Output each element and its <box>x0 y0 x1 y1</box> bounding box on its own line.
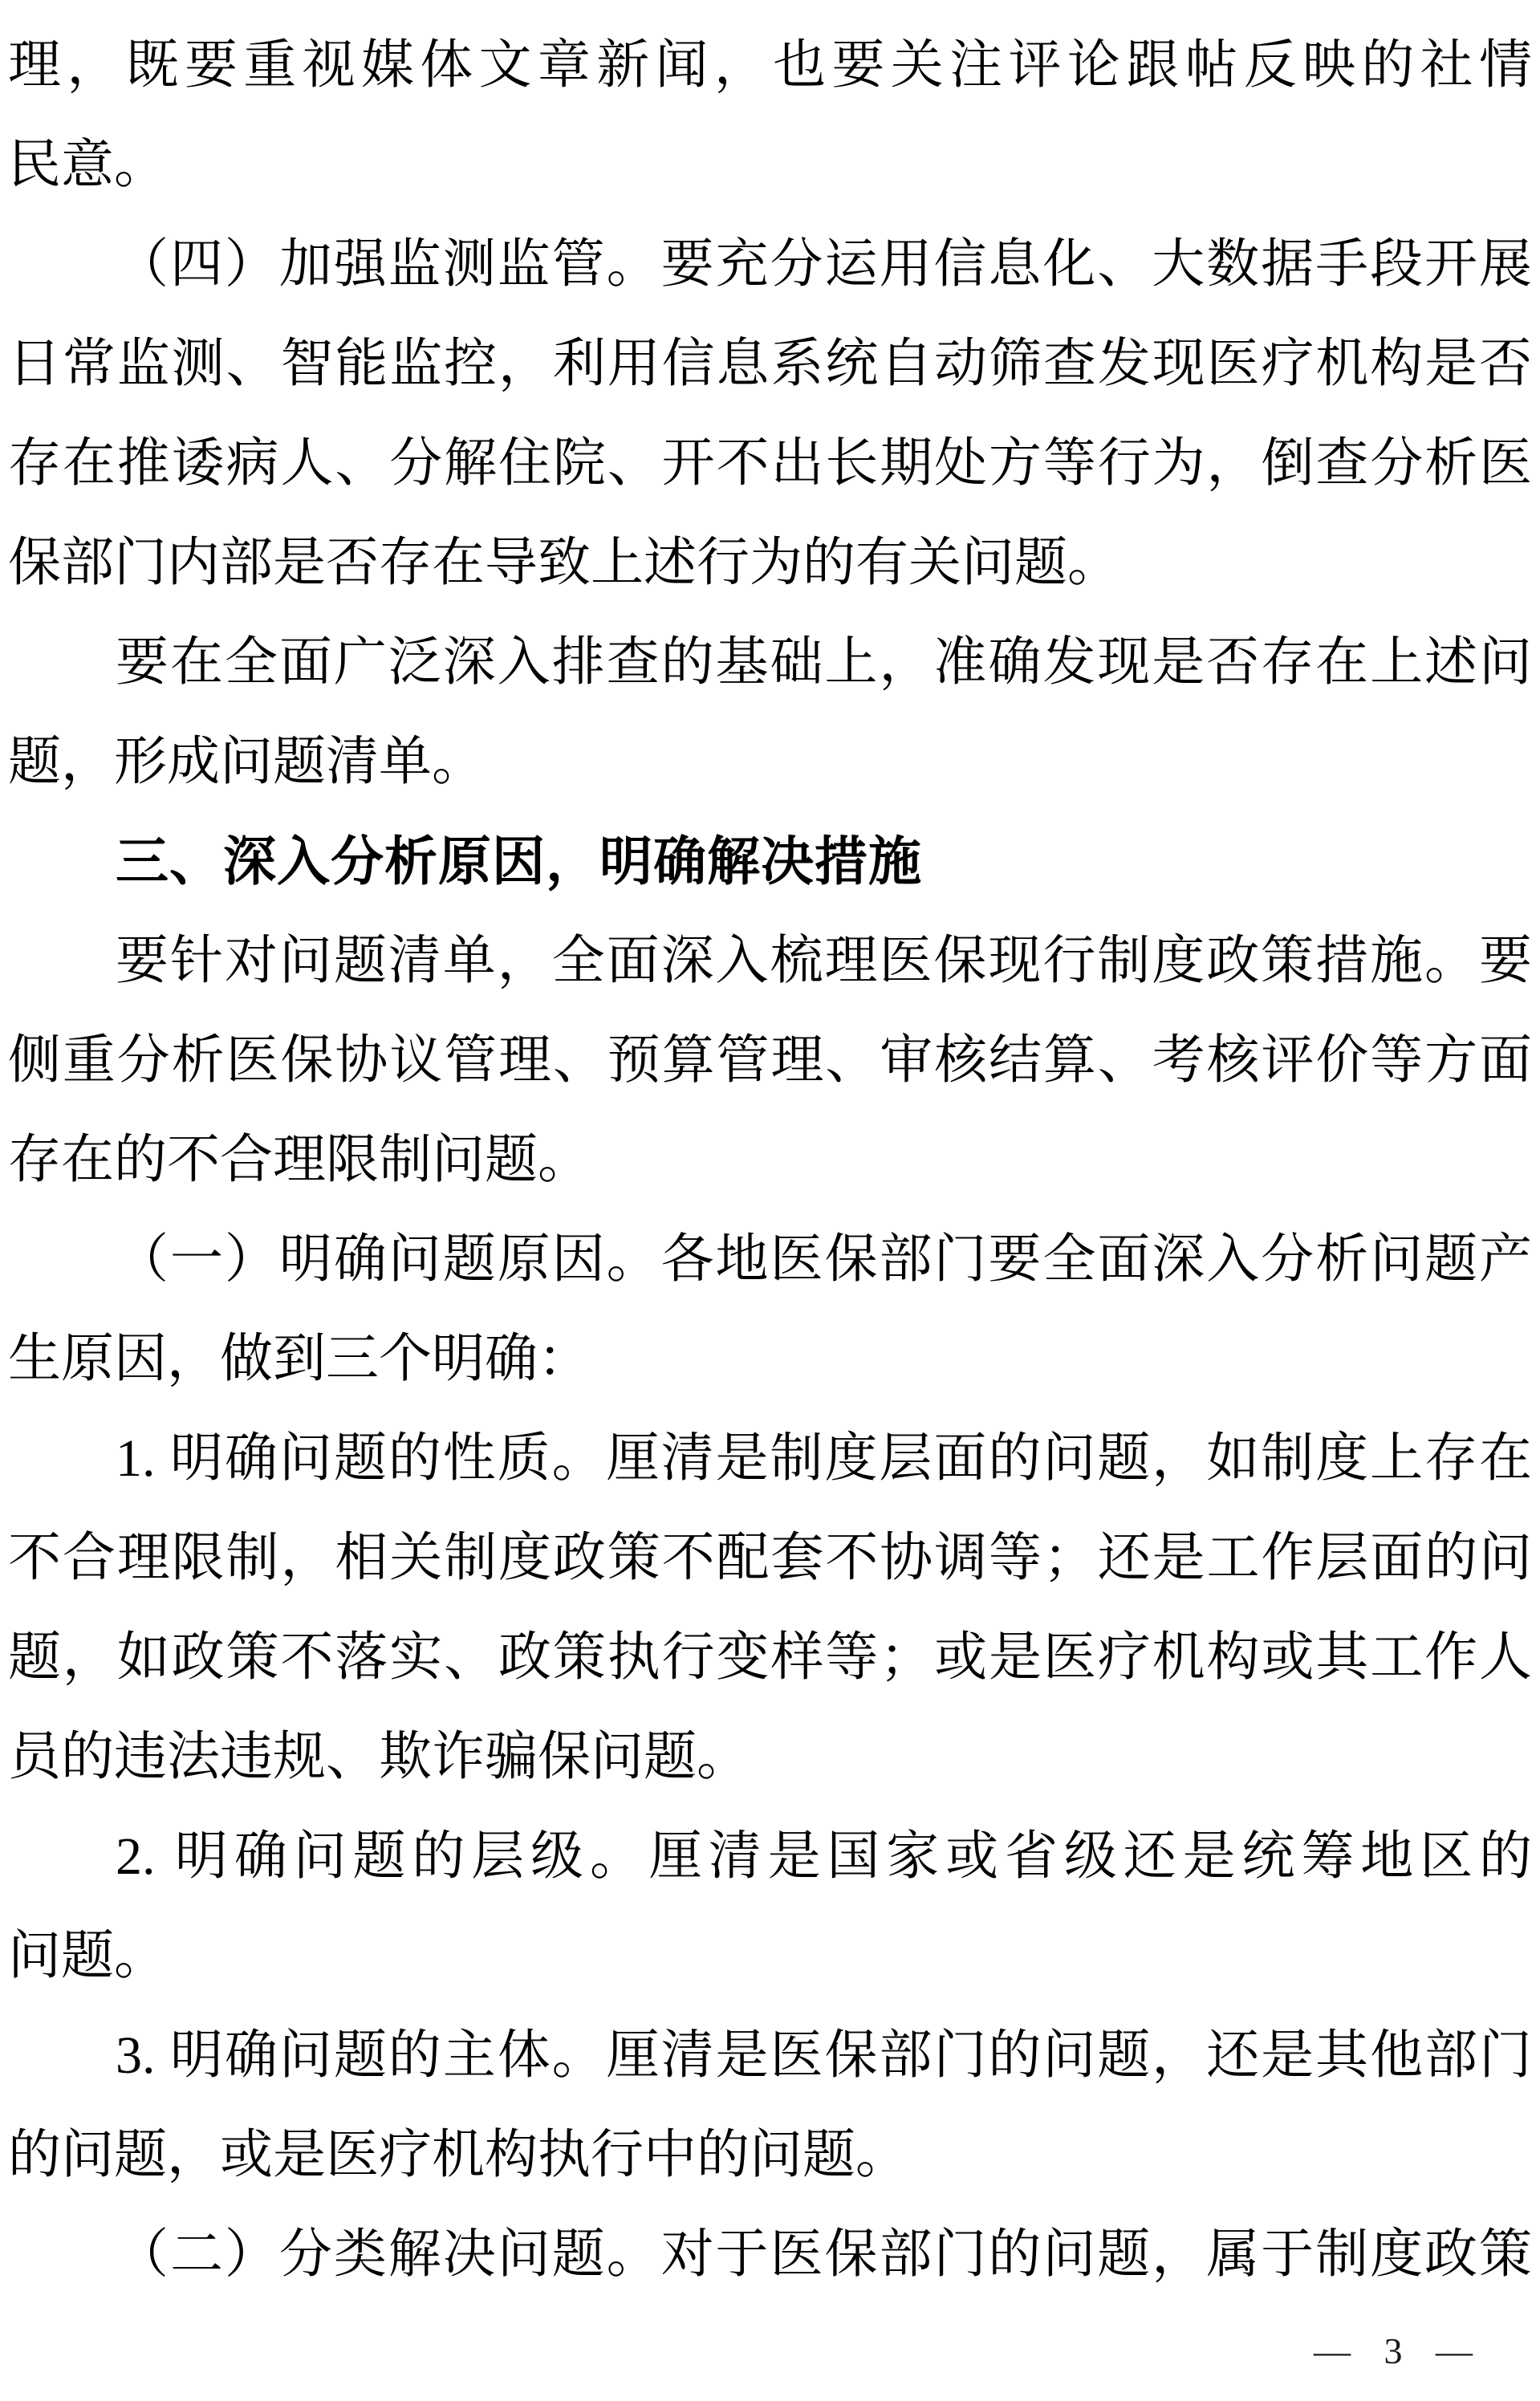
body-line: 生原因，做到三个明确： <box>8 1330 591 1388</box>
body-line: 要针对问题清单，全面深入梳理医保现行制度政策措施。要 <box>116 932 1532 990</box>
body-line: 3. 明确问题的主体。厘清是医保部门的问题，还是其他部门 <box>116 2026 1532 2085</box>
body-line: 要在全面广泛深入排查的基础上，准确发现是否存在上述问 <box>116 633 1532 692</box>
body-line: 日常监测、智能监控，利用信息系统自动筛查发现医疗机构是否 <box>8 335 1532 393</box>
body-line: 1. 明确问题的性质。厘清是制度层面的问题，如制度上存在 <box>116 1429 1532 1488</box>
body-line: （四）加强监测监管。要充分运用信息化、大数据手段开展 <box>116 235 1532 294</box>
body-line: 的问题，或是医疗机构执行中的问题。 <box>8 2126 908 2184</box>
body-line: （二）分类解决问题。对于医保部门的问题，属于制度政策 <box>116 2225 1532 2284</box>
body-line: 2. 明确问题的层级。厘清是国家或省级还是统筹地区的 <box>116 1827 1532 1886</box>
body-line: 问题。 <box>8 1927 167 1985</box>
body-line: （一）明确问题原因。各地医保部门要全面深入分析问题产 <box>116 1230 1532 1289</box>
body-line: 存在推诿病人、分解住院、开不出长期处方等行为，倒查分析医 <box>8 434 1532 493</box>
body-line: 保部门内部是否存在导致上述行为的有关问题。 <box>8 534 1120 592</box>
body-line: 民意。 <box>8 136 167 194</box>
body-line: 存在的不合理限制问题。 <box>8 1131 591 1189</box>
body-line: 侧重分析医保协议管理、预算管理、审核结算、考核评价等方面 <box>8 1031 1532 1090</box>
body-line: 题，如政策不落实、政策执行变样等；或是医疗机构或其工作人 <box>8 1628 1532 1687</box>
body-line: 不合理限制，相关制度政策不配套不协调等；还是工作层面的问 <box>8 1529 1532 1587</box>
body-line: 题，形成问题清单。 <box>8 733 485 791</box>
body-line: 理，既要重视媒体文章新闻，也要关注评论跟帖反映的社情 <box>8 36 1532 95</box>
body-line: 员的违法违规、欺诈骗保问题。 <box>8 1728 750 1786</box>
section-heading: 三、深入分析原因，明确解决措施 <box>116 831 922 892</box>
page-number: — 3 — <box>1314 2330 1474 2371</box>
